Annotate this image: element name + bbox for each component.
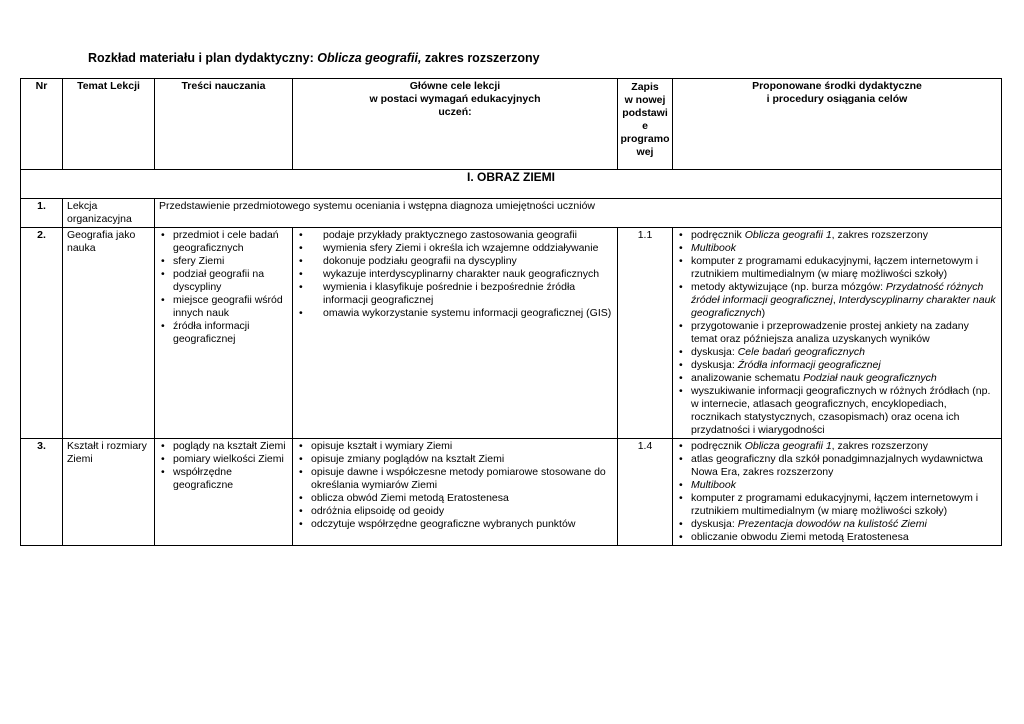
list-item: • Multibook <box>677 479 997 492</box>
section-title: I. OBRAZ ZIEMI <box>21 170 1002 199</box>
header-nr: Nr <box>21 79 63 170</box>
header-temat: Temat Lekcji <box>63 79 155 170</box>
header-zapis <box>618 79 673 170</box>
row-tresci <box>155 439 293 546</box>
header-srodki-line: i procedury osiągania celów <box>766 93 908 105</box>
row-srodki <box>673 228 1002 439</box>
row-temat: Kształt i rozmiary Ziemi <box>63 439 155 546</box>
list-item: • dyskusja: Prezentacja dowodów na kulistość Ziemi <box>677 518 997 531</box>
list-item: • wykazuje interdyscyplinarny charakter nauk geograficznych <box>297 268 613 281</box>
cele-list <box>297 229 613 320</box>
tresci-list <box>159 440 288 492</box>
table-row <box>21 439 1002 546</box>
tresci-list <box>159 229 288 346</box>
table-row <box>21 228 1002 439</box>
row-tresci <box>155 228 293 439</box>
list-item: • podręcznik Oblicza geografii 1, zakres rozszerzony <box>677 229 997 242</box>
header-row <box>21 79 1002 170</box>
header-cele-line: w postaci wymagań edukacyjnych <box>369 93 541 105</box>
list-item: • opisuje zmiany poglądów na kształt Ziemi <box>297 453 613 466</box>
section-row <box>21 170 1002 199</box>
page-title <box>88 51 540 65</box>
list-item: • obliczanie obwodu Ziemi metodą Eratostenesa <box>677 531 997 544</box>
list-item: • poglądy na kształt Ziemi <box>159 440 288 453</box>
list-item: • omawia wykorzystanie systemu informacji geograficznej (GIS) <box>297 307 613 320</box>
row-zapis: 1.1 <box>618 228 673 439</box>
list-item: • Multibook <box>677 242 997 255</box>
list-item: • podział geografii na dyscypliny <box>159 268 288 294</box>
list-item: • oblicza obwód Ziemi metodą Eratostenesa <box>297 492 613 505</box>
row-nr: 2. <box>21 228 63 439</box>
header-srodki-line: Proponowane środki dydaktyczne <box>752 80 922 92</box>
header-zapis-line: e <box>642 120 648 132</box>
list-item: • analizowanie schematu Podział nauk geograficznych <box>677 372 997 385</box>
row-cele <box>293 228 618 439</box>
list-item: • dyskusja: Źródła informacji geograficznej <box>677 359 997 372</box>
list-item: • wymienia sfery Ziemi i określa ich wzajemne oddziaływanie <box>297 242 613 255</box>
title-suffix: zakres rozszerzony <box>424 51 540 65</box>
header-cele-line: uczeń: <box>438 106 472 118</box>
list-item: • opisuje kształt i wymiary Ziemi <box>297 440 613 453</box>
list-item: • komputer z programami edukacyjnymi, łączem internetowym i rzutnikiem multimedialnym (w miarę możliwości szkoły) <box>677 255 997 281</box>
title-book: Oblicza geografii, <box>317 51 422 65</box>
list-item: • metody aktywizujące (np. burza mózgów: Przydatność różnych źródeł informacji geograficznej, Interdyscyplinarny charakter nauk geograficznych) <box>677 281 997 320</box>
list-item: • podaje przykłady praktycznego zastosowania geografii <box>297 229 613 242</box>
header-zapis-line: w nowej <box>624 94 666 106</box>
header-cele-line: Główne cele lekcji <box>409 80 501 92</box>
srodki-list <box>677 440 997 544</box>
header-zapis-line: programo <box>620 133 670 145</box>
row-srodki <box>673 439 1002 546</box>
header-zapis-line: Zapis <box>631 81 659 93</box>
row-opis: Przedstawienie przedmiotowego systemu oceniania i wstępna diagnoza umiejętności uczniów <box>155 199 1002 228</box>
header-cele <box>293 79 618 170</box>
list-item: • przedmiot i cele badań geograficznych <box>159 229 288 255</box>
list-item: • przygotowanie i przeprowadzenie prostej ankiety na zadany temat oraz późniejsza analiza uzyskanych wyników <box>677 320 997 346</box>
list-item: • sfery Ziemi <box>159 255 288 268</box>
cele-list <box>297 440 613 531</box>
row-temat: Geografia jako nauka <box>63 228 155 439</box>
list-item: • wymienia i klasyfikuje pośrednie i bezpośrednie źródła informacji geograficznej <box>297 281 613 307</box>
row-cele <box>293 439 618 546</box>
title-prefix: Rozkład materiału i plan dydaktyczny: <box>88 51 314 65</box>
header-zapis-line: wej <box>636 146 654 158</box>
list-item: • podręcznik Oblicza geografii 1, zakres rozszerzony <box>677 440 997 453</box>
list-item: • pomiary wielkości Ziemi <box>159 453 288 466</box>
table-row <box>21 199 1002 228</box>
list-item: • wyszukiwanie informacji geograficznych w różnych źródłach (np. w internecie, atlasach geograficznych, encyklopediach, rocznikach statystycznych, czasopismach) oraz ocena ich przydatności i wiarygodności <box>677 385 997 437</box>
list-item: • miejsce geografii wśród innych nauk <box>159 294 288 320</box>
row-nr: 1. <box>21 199 63 228</box>
row-temat: Lekcja organizacyjna <box>63 199 155 228</box>
list-item: • odczytuje współrzędne geograficzne wybranych punktów <box>297 518 613 531</box>
list-item: • źródła informacji geograficznej <box>159 320 288 346</box>
header-zapis-line: podstawi <box>622 107 668 119</box>
list-item: • dokonuje podziału geografii na dyscypliny <box>297 255 613 268</box>
row-nr: 3. <box>21 439 63 546</box>
header-tresci: Treści nauczania <box>155 79 293 170</box>
list-item: • dyskusja: Cele badań geograficznych <box>677 346 997 359</box>
list-item: • komputer z programami edukacyjnymi, łączem internetowym i rzutnikiem multimedialnym (w miarę możliwości szkoły) <box>677 492 997 518</box>
srodki-list <box>677 229 997 437</box>
list-item: • odróżnia elipsoidę od geoidy <box>297 505 613 518</box>
row-zapis: 1.4 <box>618 439 673 546</box>
lesson-plan-table <box>20 78 1002 546</box>
header-srodki <box>673 79 1002 170</box>
list-item: • atlas geograficzny dla szkół ponadgimnazjalnych wydawnictwa Nowa Era, zakres rozszerzony <box>677 453 997 479</box>
list-item: • opisuje dawne i współczesne metody pomiarowe stosowane do określania wymiarów Ziemi <box>297 466 613 492</box>
list-item: • współrzędne geograficzne <box>159 466 288 492</box>
